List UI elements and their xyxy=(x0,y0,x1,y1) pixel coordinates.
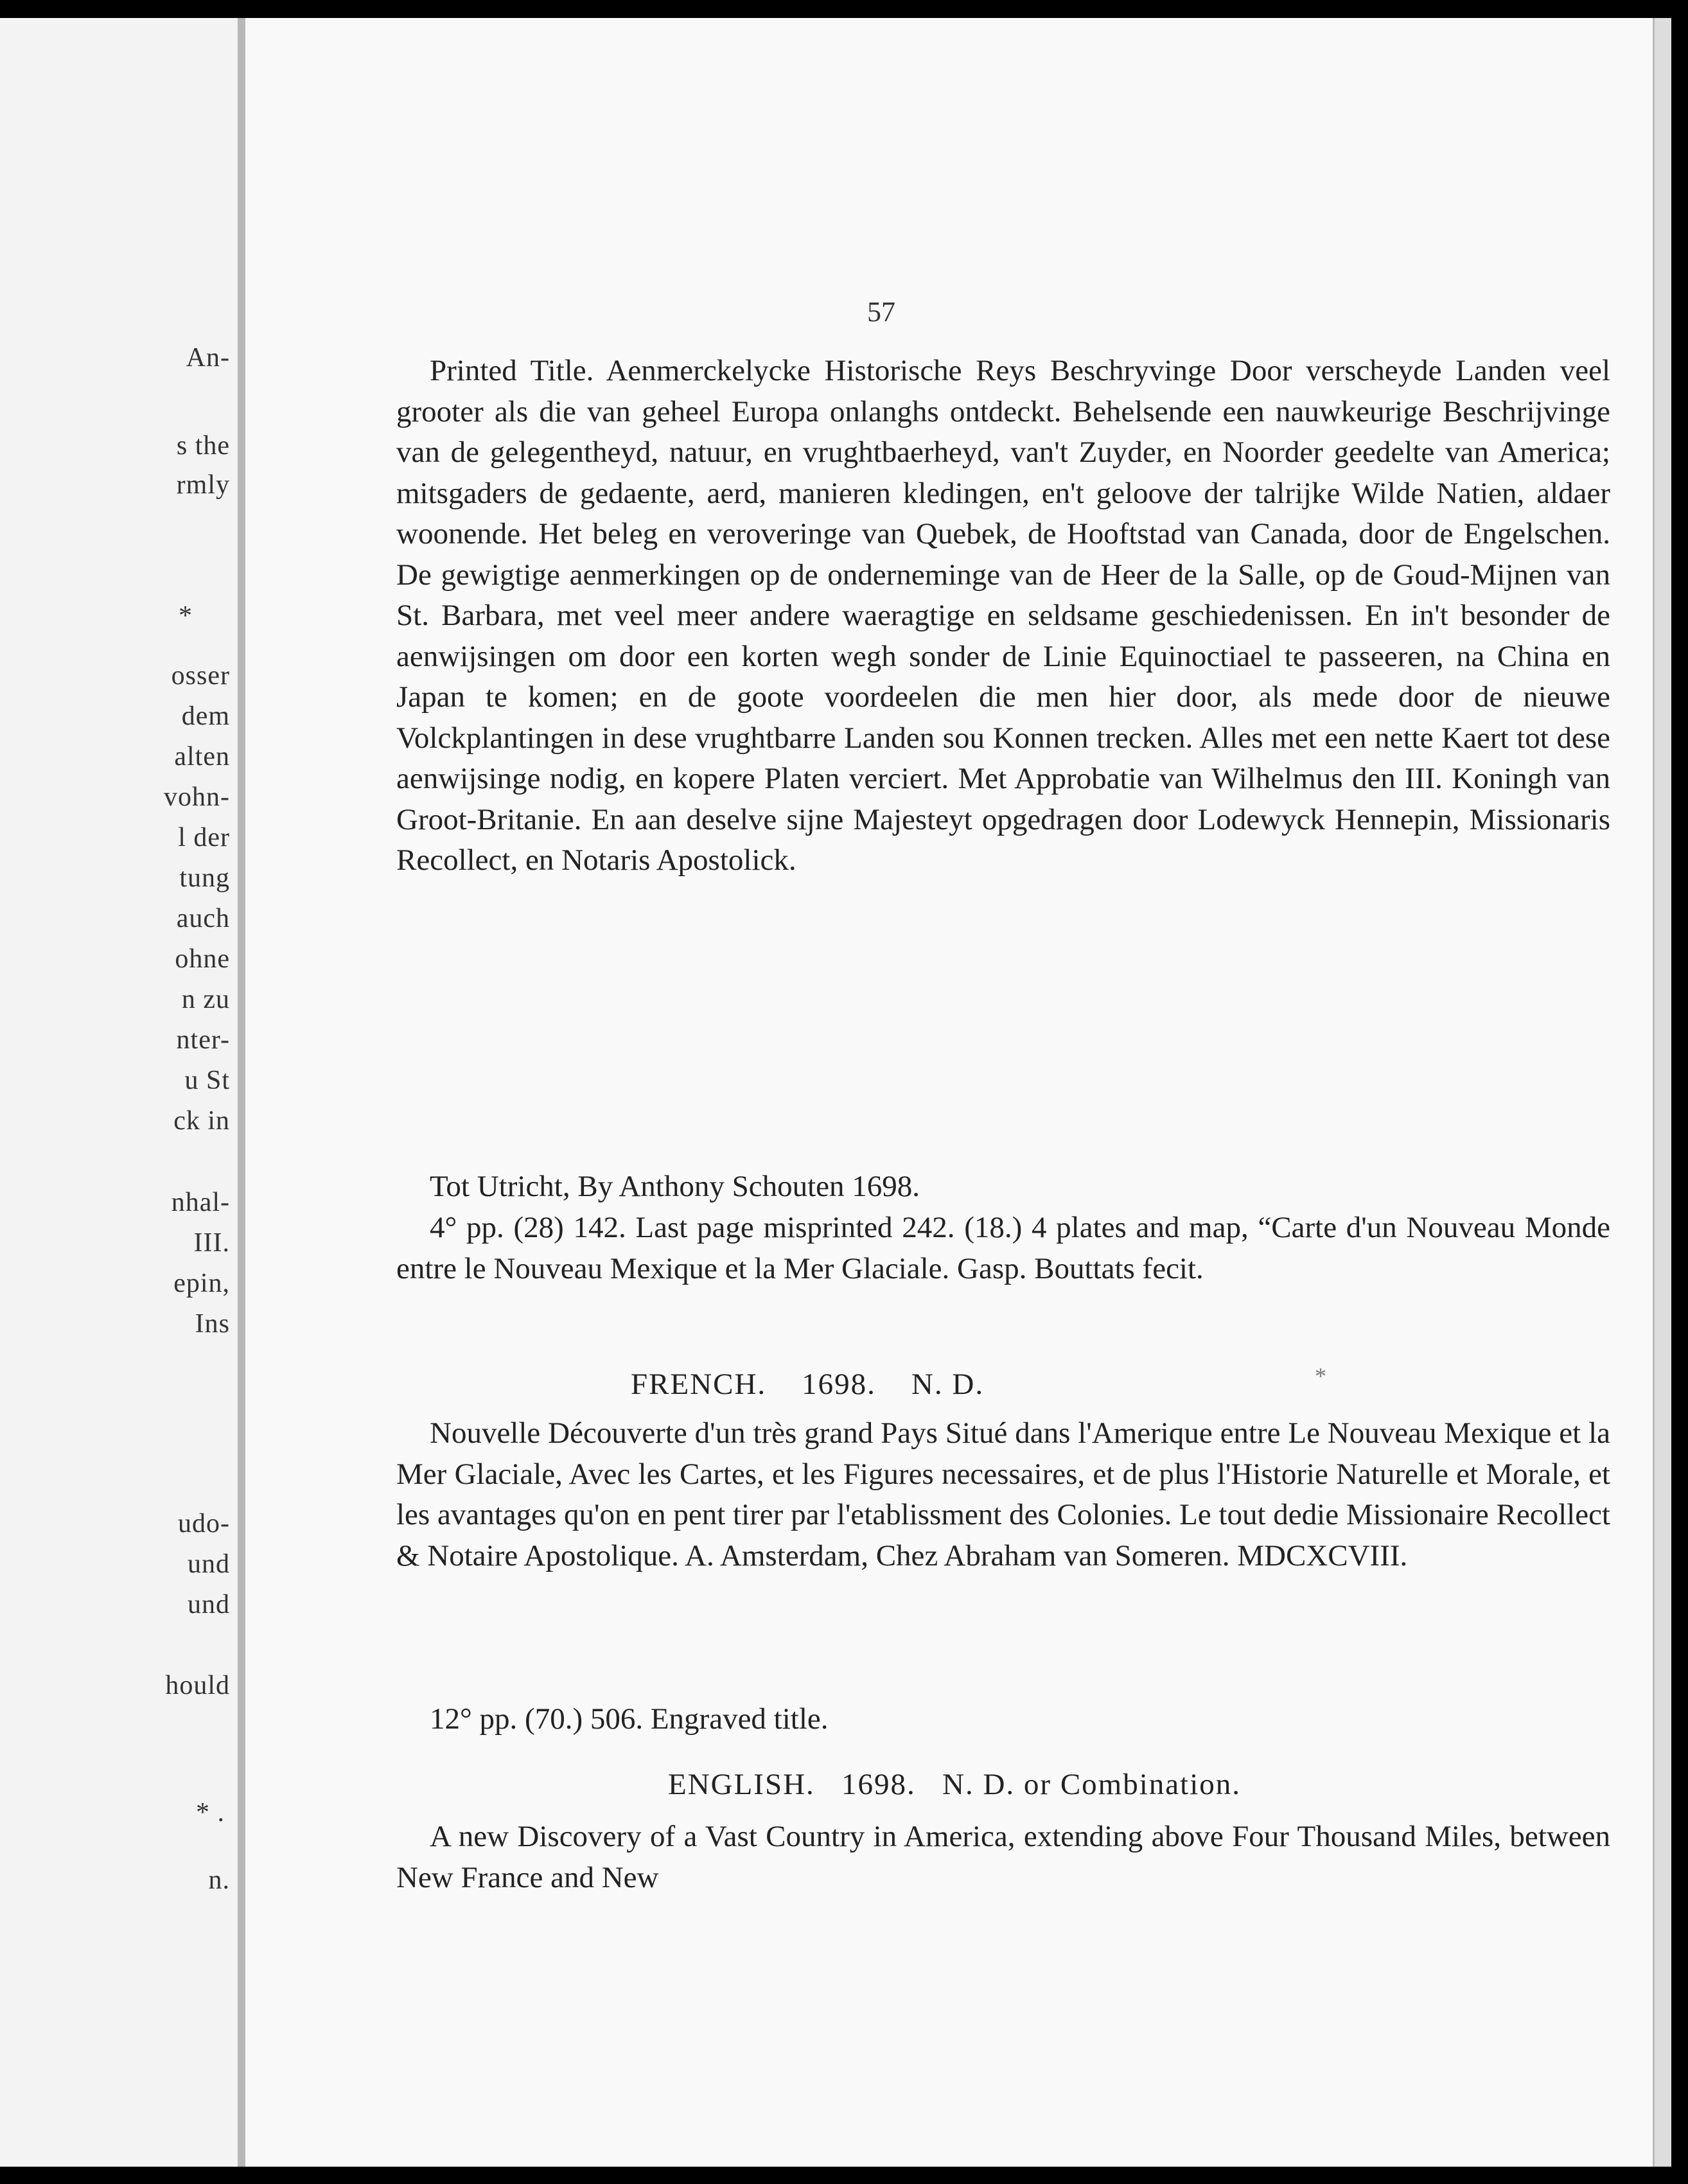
left-margin-line: dem xyxy=(181,701,230,731)
asterisk-mark: * xyxy=(1315,1363,1326,1389)
left-page-fragment xyxy=(0,18,238,2167)
entry-english-title: A new Discovery of a Vast Country in America, extending above Four Thousand Miles, between New France and New xyxy=(396,1820,1610,1894)
left-margin-line: und xyxy=(188,1549,230,1579)
left-margin-line: n zu xyxy=(181,985,230,1014)
page-number: 57 xyxy=(867,296,895,328)
entry-french-collation: 12° pp. (70.) 506. Engraved title. xyxy=(430,1702,829,1736)
left-margin-line: alten xyxy=(174,742,230,771)
left-margin-line: tung xyxy=(179,863,230,893)
entry-dutch-title: Printed Title. Aenmerckelycke Historische Reys Beschryvinge Door verscheyde Landen veel grooter als die van geheel Europa onlanghs ontdeckt. Behelsende een nauwkeurige Beschrijvinge van de gelegentheyd, natuur, en vrughtbaerheyd, van't Zuyder, en Noorder geedelte van America; mitsgaders de gedaente, aerd, manieren kledingen, en't geloove der talrijke Wilde Natien, aldaer woonende. Het beleg en veroveringe van Quebek, de Hooftstad van Canada, door de Engelschen. De gewigtige aenmerkingen op de onderneminge van de Heer de la Salle, op de Goud-Mijnen van St. Barbara, met veel meer andere waeragtige en seldsame geschiedenissen. En in't besonder de aenwijsingen om door een korten wegh sonder de Linie Equinoctiael te passeeren, na China en Japan te komen; en de goote voordeelen die men hier door, als mede door de nieuwe Volckplantingen in dese vrughtbarre Landen sou Konnen trecken. Alles met een nette Kaert tot dese aenwijsinge nodig, en kopere Platen verciert. Met Approbatie van Wilhelmus den III. Koningh van Groot-Britanie. En aan deselve sijne Majesteyt opgedragen door Lodewyck Hennepin, Missionaris Recollect, en Notaris Apostolick. xyxy=(396,354,1610,877)
left-margin-line: auch xyxy=(176,904,230,933)
left-margin-line: und xyxy=(188,1590,230,1619)
left-margin-line: u St xyxy=(184,1066,230,1095)
left-margin-line: udo- xyxy=(178,1509,230,1538)
section-heading-english: ENGLISH. 1698. N. D. or Combination. xyxy=(668,1768,1242,1801)
page-edge xyxy=(1653,18,1671,2167)
left-margin-line: nhal- xyxy=(171,1188,230,1217)
left-margin-line: III. xyxy=(193,1228,230,1258)
entry-imprint: Tot Utricht, By Anthony Schouten 1698. xyxy=(430,1170,920,1203)
left-margin-line: ohne xyxy=(175,944,230,974)
left-margin-line: ck in xyxy=(173,1106,230,1136)
entry-french-title: Nouvelle Découverte d'un très grand Pays Situé dans l'Amerique entre Le Nouveau Mexique et la Mer Glaciale, Avec les Cartes, et les Figures necessaires, et de plus l'Historie Naturelle et Morale, et les avantages qu'on en pent tirer par l'etablissment des Colonies. Le tout dedie Missionaire Recollect & Notaire Apostolique. A. Amsterdam, Chez Abraham van Someren. MDCXCVIII. xyxy=(396,1416,1610,1572)
book-gutter xyxy=(238,18,245,2167)
left-margin-line: nter- xyxy=(176,1025,230,1055)
left-margin-line: n. xyxy=(208,1865,230,1895)
left-margin-line: l der xyxy=(178,823,230,852)
section-heading-french: FRENCH. 1698. N. D. xyxy=(631,1368,985,1401)
left-margin-line: vohn- xyxy=(164,782,230,812)
right-page xyxy=(245,18,1671,2167)
left-margin-line: hould xyxy=(165,1671,230,1700)
entry-collation: 4° pp. (28) 142. Last page misprinted 242. (18.) 4 plates and map, “Carte d'un Nouveau Monde entre le Nouveau Mexique et la Mer Glaciale. Gasp. Bouttats fecit. xyxy=(396,1211,1610,1285)
left-margin-line: An- xyxy=(186,343,230,373)
left-margin-line: * . xyxy=(196,1798,225,1827)
left-margin-line: osser xyxy=(171,661,230,691)
left-margin-line: epin, xyxy=(173,1269,230,1298)
left-margin-line: rmly xyxy=(176,470,230,500)
left-margin-line: s the xyxy=(176,431,230,461)
left-margin-line: * xyxy=(179,601,193,631)
left-margin-line: Ins xyxy=(195,1309,230,1339)
